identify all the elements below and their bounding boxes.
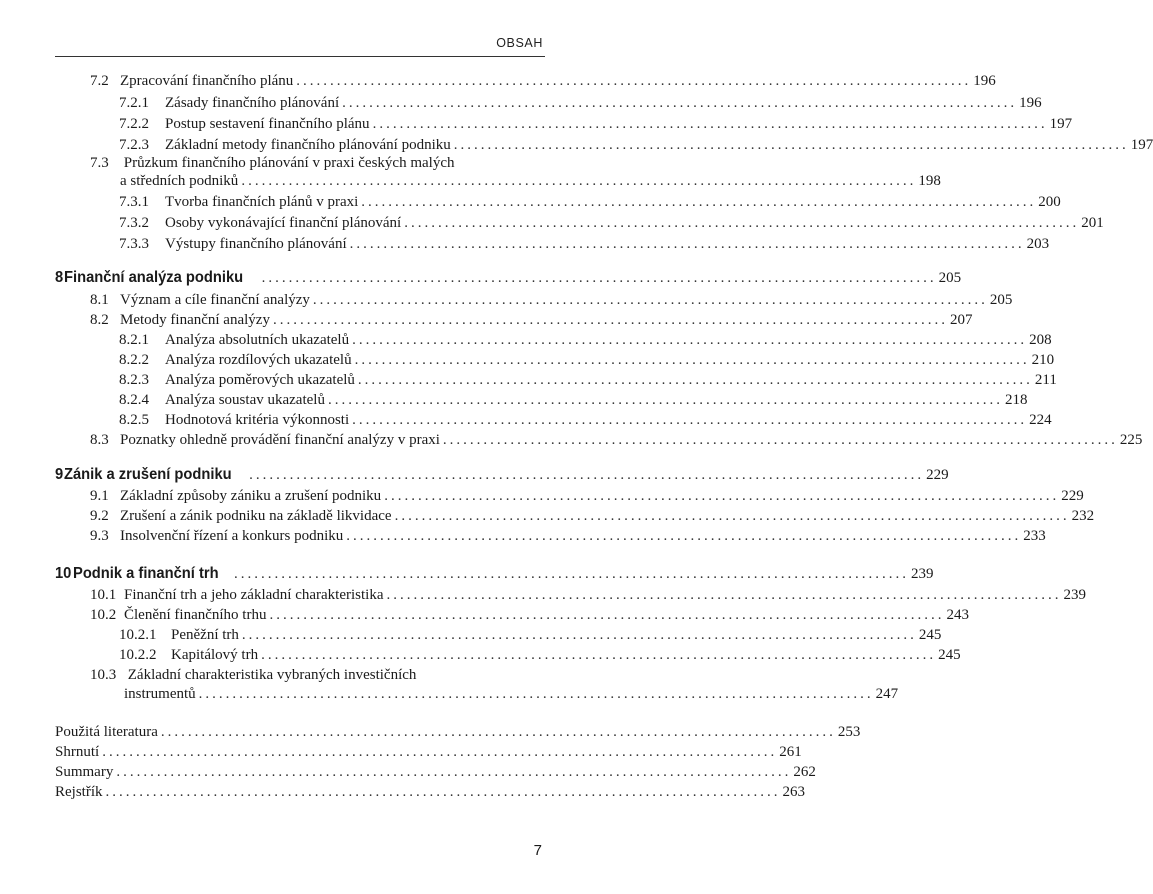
toc-leader: ....................................................................................................: [327, 392, 1003, 408]
toc-page: 224: [1029, 412, 1052, 428]
page-number: 7: [533, 842, 542, 859]
toc-entry-literatura[interactable]: [55, 723, 861, 741]
toc-page: 197: [1049, 116, 1073, 132]
toc-entry-7-3-line2[interactable]: [120, 172, 941, 190]
toc-title: Průzkum finančního plánování v praxi českých malých: [123, 155, 455, 171]
toc-page: 205: [989, 292, 1013, 308]
toc-number: 7.3: [90, 155, 109, 171]
toc-number: 8.2.4: [119, 392, 149, 408]
toc-title-continued: a středních podniků: [120, 173, 239, 189]
toc-leader: ....................................................................................................: [384, 488, 1060, 504]
toc-number: 7.3.1: [119, 194, 149, 210]
toc-entry-8-3[interactable]: [90, 431, 1143, 449]
toc-number: 9.1: [90, 488, 109, 504]
toc-entry-shrnuti[interactable]: [55, 743, 802, 761]
toc-title: Analýza rozdílových ukazatelů: [165, 352, 352, 368]
toc-page: 245: [938, 647, 961, 663]
toc-page: 196: [973, 73, 996, 89]
toc-title: Peněžní trh: [171, 627, 239, 643]
toc-leader: ....................................................................................................: [102, 744, 778, 760]
toc-page: 229: [926, 467, 949, 483]
toc-leader: ....................................................................................................: [241, 173, 917, 189]
toc-entry-8-2-4[interactable]: [119, 391, 1028, 409]
toc-number: 10.2.1: [119, 627, 157, 643]
toc-entry-7-3-3[interactable]: [119, 235, 1050, 253]
toc-page: 245: [918, 627, 942, 643]
toc-title: Finanční trh a jeho základní charakteristika: [124, 587, 384, 603]
toc-title: Analýza poměrových ukazatelů: [165, 372, 355, 388]
chapter-number: 10: [55, 565, 72, 582]
toc-entry-7-3-1[interactable]: [119, 193, 1061, 211]
toc-entry-7-3-line1[interactable]: [90, 154, 455, 172]
toc-leader: ....................................................................................................: [234, 566, 910, 582]
toc-leader: ....................................................................................................: [296, 73, 972, 89]
toc-title: Použitá literatura: [55, 724, 158, 740]
toc-leader: ....................................................................................................: [354, 352, 1030, 368]
chapter-title: Finanční analýza podniku: [63, 269, 244, 286]
toc-entry-8-2-2[interactable]: [119, 351, 1055, 369]
toc-leader: ....................................................................................................: [198, 686, 874, 702]
toc-page: 262: [793, 764, 816, 780]
toc-number: 10.2: [90, 607, 117, 623]
toc-page: 243: [946, 607, 969, 623]
toc-leader: ....................................................................................................: [372, 116, 1048, 132]
toc-number: 8.1: [90, 292, 109, 308]
toc-page: 247: [875, 686, 899, 702]
toc-title-continued: instrumentů: [124, 686, 196, 702]
toc-number: 9.2: [90, 508, 109, 524]
toc-title: Členění finančního trhu: [124, 607, 267, 623]
toc-page: 203: [1026, 236, 1050, 252]
toc-entry-summary[interactable]: [55, 763, 816, 781]
toc-page: 198: [918, 173, 941, 189]
toc-chapter-9[interactable]: [55, 465, 949, 485]
toc-leader: ....................................................................................................: [346, 528, 1022, 544]
toc-chapter-8[interactable]: [55, 268, 962, 288]
toc-entry-7-2-3[interactable]: [119, 136, 1153, 154]
toc-title: Základní charakteristika vybraných investičních: [127, 667, 417, 683]
toc-number: 9.3: [90, 528, 109, 544]
toc-page: 232: [1071, 508, 1095, 524]
toc-number: 8.2.1: [119, 332, 149, 348]
toc-page: 239: [911, 566, 934, 582]
toc-entry-8-2[interactable]: [90, 311, 973, 329]
toc-title: Zrušení a zánik podniku na základě likvidace: [120, 508, 392, 524]
toc-entry-10-3-line2[interactable]: [124, 685, 899, 703]
toc-page: 225: [1119, 432, 1143, 448]
toc-leader: ....................................................................................................: [105, 784, 781, 800]
toc-number: 7.3.3: [119, 236, 149, 252]
toc-leader: ....................................................................................................: [272, 312, 948, 328]
toc-leader: ....................................................................................................: [352, 412, 1028, 428]
toc-title: Hodnotová kritéria výkonnosti: [165, 412, 350, 428]
toc-page: 239: [1063, 587, 1086, 603]
toc-number: 10.3: [90, 667, 117, 683]
toc-entry-9-3[interactable]: [90, 527, 1046, 545]
toc-leader: ....................................................................................................: [394, 508, 1070, 524]
toc-page: 196: [1019, 95, 1042, 111]
toc-page: 218: [1004, 392, 1028, 408]
toc-number: 10.2.2: [119, 647, 157, 663]
toc-number: 7.2.2: [119, 116, 149, 132]
toc-title: Význam a cíle finanční analýzy: [120, 292, 310, 308]
toc-title: Osoby vykonávající finanční plánování: [165, 215, 402, 231]
chapter-number: 8: [55, 269, 64, 286]
toc-entry-7-2-2[interactable]: [119, 115, 1073, 133]
toc-entry-10-2[interactable]: [90, 606, 969, 624]
toc-page: 205: [938, 270, 962, 286]
toc-leader: ....................................................................................................: [357, 372, 1033, 388]
toc-entry-10-1[interactable]: [90, 586, 1086, 604]
toc-leader: ....................................................................................................: [342, 95, 1018, 111]
toc-leader: ....................................................................................................: [453, 137, 1129, 153]
toc-leader: ....................................................................................................: [261, 647, 937, 663]
toc-number: 7.2.1: [119, 95, 149, 111]
toc-page: 263: [782, 784, 805, 800]
toc-chapter-10[interactable]: [55, 564, 934, 584]
toc-leader: ....................................................................................................: [249, 467, 925, 483]
toc-page: 253: [837, 724, 861, 740]
toc-page: 233: [1023, 528, 1046, 544]
toc-title: Základní metody finančního plánování podniku: [165, 137, 451, 153]
toc-page: 229: [1061, 488, 1084, 504]
toc-leader: ....................................................................................................: [116, 764, 792, 780]
toc-title: Postup sestavení finančního plánu: [165, 116, 370, 132]
toc-entry-7-3-2[interactable]: [119, 214, 1104, 232]
toc-page: 201: [1081, 215, 1104, 231]
toc-leader: ....................................................................................................: [269, 607, 945, 623]
toc-page: 208: [1029, 332, 1052, 348]
chapter-title: Podnik a finanční trh: [72, 565, 219, 582]
toc-title: Analýza soustav ukazatelů: [165, 392, 325, 408]
toc-leader: ....................................................................................................: [361, 194, 1037, 210]
toc-number: 8.2: [90, 312, 109, 328]
toc-title: Poznatky ohledně provádění finanční analýzy v praxi: [120, 432, 440, 448]
chapter-number: 9: [55, 466, 64, 483]
toc-entry-8-2-5[interactable]: [119, 411, 1052, 429]
toc-page: 261: [779, 744, 802, 760]
chapter-title: Zánik a zrušení podniku: [63, 466, 232, 483]
toc-title: Analýza absolutních ukazatelů: [165, 332, 350, 348]
toc-leader: ....................................................................................................: [261, 270, 937, 286]
toc-leader: ....................................................................................................: [404, 215, 1080, 231]
toc-title: Zpracování finančního plánu: [120, 73, 294, 89]
toc-leader: ....................................................................................................: [312, 292, 988, 308]
toc-entry-7-2[interactable]: [90, 72, 996, 90]
toc-entry-8-2-3[interactable]: [119, 371, 1057, 389]
toc-entry-rejstrik[interactable]: [55, 783, 805, 801]
toc-leader: ....................................................................................................: [160, 724, 836, 740]
toc-title: Výstupy finančního plánování: [165, 236, 347, 252]
toc-number: 8.3: [90, 432, 109, 448]
toc-title: Tvorba finančních plánů v praxi: [165, 194, 359, 210]
toc-title: Metody finanční analýzy: [120, 312, 270, 328]
toc-leader: ....................................................................................................: [352, 332, 1028, 348]
toc-entry-9-1[interactable]: [90, 487, 1084, 505]
toc-entry-10-2-1[interactable]: [119, 626, 942, 644]
toc-title: Insolvenční řízení a konkurs podniku: [120, 528, 344, 544]
toc-title: Zásady finančního plánování: [165, 95, 340, 111]
toc-title: Shrnutí: [55, 744, 100, 760]
toc-title: Summary: [55, 764, 114, 780]
toc-number: 8.2.2: [119, 352, 149, 368]
header-rule: [55, 56, 545, 57]
toc-page: 211: [1034, 372, 1057, 388]
toc-title: Rejstřík: [55, 784, 103, 800]
toc-entry-8-1[interactable]: [90, 291, 1013, 309]
toc-number: 7.2: [90, 73, 109, 89]
toc-number: 7.2.3: [119, 137, 149, 153]
toc-entry-9-2[interactable]: [90, 507, 1095, 525]
toc-leader: ....................................................................................................: [241, 627, 917, 643]
toc-leader: ....................................................................................................: [349, 236, 1025, 252]
running-header: OBSAH: [496, 36, 543, 50]
toc-title: Kapitálový trh: [171, 647, 259, 663]
toc-entry-10-2-2[interactable]: [119, 646, 961, 664]
toc-page: 197: [1130, 137, 1153, 153]
toc-title: Základní způsoby zániku a zrušení podniku: [120, 488, 382, 504]
toc-number: 8.2.3: [119, 372, 149, 388]
toc-leader: ....................................................................................................: [386, 587, 1062, 603]
toc-entry-8-2-1[interactable]: [119, 331, 1052, 349]
toc-page: 207: [949, 312, 973, 328]
toc-page: 210: [1031, 352, 1055, 368]
toc-page: 200: [1038, 194, 1061, 210]
toc-number: 8.2.5: [119, 412, 149, 428]
toc-leader: ....................................................................................................: [442, 432, 1118, 448]
toc-entry-10-3-line1[interactable]: [90, 666, 416, 684]
toc-number: 10.1: [90, 587, 117, 603]
toc-number: 7.3.2: [119, 215, 149, 231]
toc-entry-7-2-1[interactable]: [119, 94, 1042, 112]
